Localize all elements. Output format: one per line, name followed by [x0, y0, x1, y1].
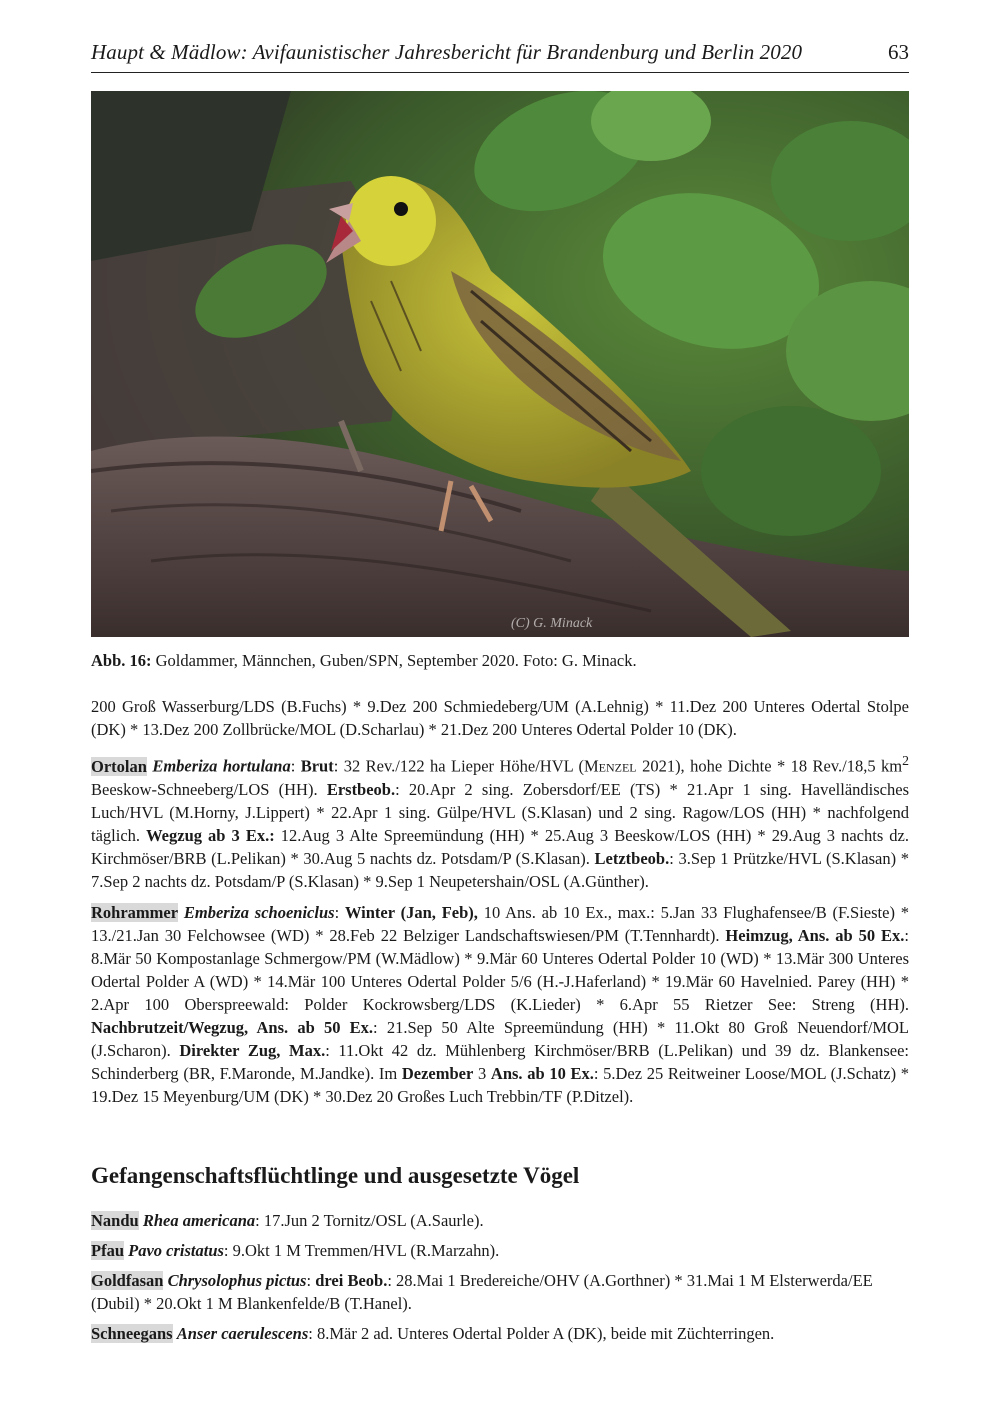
species-name: Schneegans: [91, 1324, 173, 1343]
species-name: Ortolan: [91, 756, 147, 776]
escaped-birds-list: [91, 1209, 909, 1352]
photo-watermark: (C) G. Minack: [511, 616, 593, 631]
species-scientific: Emberiza schoeniclus: [183, 902, 335, 922]
cited-author: Menzel: [583, 756, 637, 776]
species-entry-nandu: Nandu Rhea americana: 17.Jun 2 Tornitz/OSL (A.Saurle).: [91, 1211, 484, 1230]
species-entry-ortolan: Ortolan Emberiza hortulana: Brut: 32 Rev./122 ha Lieper Höhe/HVL (Menzel 2021), hohe Dichte * 18 Rev./18,5 $km^2$ Beeskow-Schneeberg/LOS (HH). Erstbeob.: 20.Apr 2 sing. Zobersdorf/EE (TS) * 21.Apr 1 sing. Havelländisches Luch/HVL (M.Horny, J.Lippert) * 22.Apr 1 sing. Gülpe/HVL (S.Klasan) und 2 sing. Ragow/LOS (HH) * nachfolgend täglich. Wegzug ab 3 Ex.: 12.Aug 3 Alte Spreemündung (HH) * 25.Aug 3 Beeskow/LOS (HH) * 29.Aug 3 nachts dz. Kirchmöser/BRB (L.Pelikan) * 30.Aug 5 nachts dz. Potsdam/P (S.Klasan). Letztbeob.: 3.Sep 1 Prützke/HVL (S.Klasan) * 7.Sep 2 nachts dz. Potsdam/P (S.Klasan) * 9.Sep 1 Neupetershain/OSL (A.Günther).: [91, 753, 910, 891]
species-name: Pfau: [91, 1241, 124, 1260]
species-scientific: Pavo cristatus: [128, 1241, 224, 1260]
species-name: Goldfasan: [91, 1271, 164, 1290]
species-name: Rohrammer: [91, 902, 179, 922]
species-name: Nandu: [91, 1211, 139, 1230]
bird-photo: [91, 91, 909, 637]
species-scientific: Anser caerulescens: [176, 1324, 309, 1343]
paragraph-continued: 200 Groß Wasserburg/LDS (B.Fuchs) * 9.Dez 200 Schmiedeberg/UM (A.Lehnig) * 11.Dez 200 Unteres Odertal Stolpe (DK) * 13.Dez 200 Zollbrücke/MOL (D.Scharlau) * 21.Dez 200 Unteres Odertal Polder 10 (DK).: [91, 697, 909, 739]
species-entry-schneegans: Schneegans Anser caerulescens: 8.Mär 2 ad. Unteres Odertal Polder A (DK), beide mit Züchterringen.: [91, 1324, 775, 1343]
species-scientific: Chrysolophus pictus: [167, 1271, 307, 1290]
caption-text: Goldammer, Männchen, Guben/SPN, September 2020. Foto: G. Minack.: [151, 651, 637, 670]
species-scientific: Emberiza hortulana: [152, 756, 291, 776]
page-number: 63: [888, 40, 909, 64]
section-heading: Gefangenschaftsflüchtlinge und ausgesetzte Vögel: [91, 1163, 580, 1188]
species-entry-goldfasan: Goldfasan Chrysolophus pictus: drei Beob.: 28.Mai 1 Bredereiche/OHV (A.Gorthner) * 31.Mai 1 M Elsterwerda/EE (Dubil) * 20.Okt 1 M Blankenfelde/B (T.Hanel).: [91, 1271, 873, 1313]
caption-label: Abb. 16:: [91, 651, 152, 670]
species-scientific: Rhea americana: [142, 1211, 256, 1230]
species-entry-rohrammer: Rohrammer Emberiza schoeniclus: Winter (Jan, Feb), 10 Ans. ab 10 Ex., max.: 5.Jan 33 Flughafensee/B (F.Sieste) * 13./21.Jan 30 Felchowsee (WD) * 28.Feb 22 Belziger Landschaftswiesen/PM (T.Tennhardt). Heimzug, Ans. ab 50 Ex.: 8.Mär 50 Kompostanlage Schmergow/PM (W.Mädlow) * 9.Mär 60 Unteres Odertal Polder 10 (WD) * 13.Mär 300 Unteres Odertal Polder A (WD) * 14.Mär 100 Unteres Odertal Polder 5/6 (H.-J.Haferland) * 19.Mär 60 Havelnied. Parey (HH) * 2.Apr 100 Oberspreewald: Polder Kockrowsberg/LDS (K.Lieder) * 6.Apr 55 Rietzer See: Streng (HH). Nachbrutzeit/Wegzug, Ans. ab 50 Ex.: 21.Sep 50 Alte Spreemündung (HH) * 11.Okt 80 Groß Neuendorf/MOL (J.Scharon). Direkter Zug, Max.: 11.Okt 42 dz. Mühlenberg Kirchmöser/BRB (L.Pelikan) und 39 dz. Blankensee: Schinderberg (BR, F.Maronde, M.Jandke). Im Dezember 3 Ans. ab 10 Ex.: 5.Dez 25 Reitweiner Loose/MOL (J.Schatz) * 19.Dez 15 Meyenburg/UM (DK) * 30.Dez 20 Großes Luch Trebbin/TF (P.Ditzel).: [91, 902, 910, 1106]
figure-caption: [91, 651, 909, 671]
text-body: [91, 695, 909, 1116]
running-header: [91, 38, 909, 73]
species-entry-pfau: Pfau Pavo cristatus: 9.Okt 1 M Tremmen/HVL (R.Marzahn).: [91, 1241, 500, 1260]
header-title: Haupt & Mädlow: Avifaunistischer Jahresbericht für Brandenburg und Berlin 2020: [91, 40, 803, 64]
